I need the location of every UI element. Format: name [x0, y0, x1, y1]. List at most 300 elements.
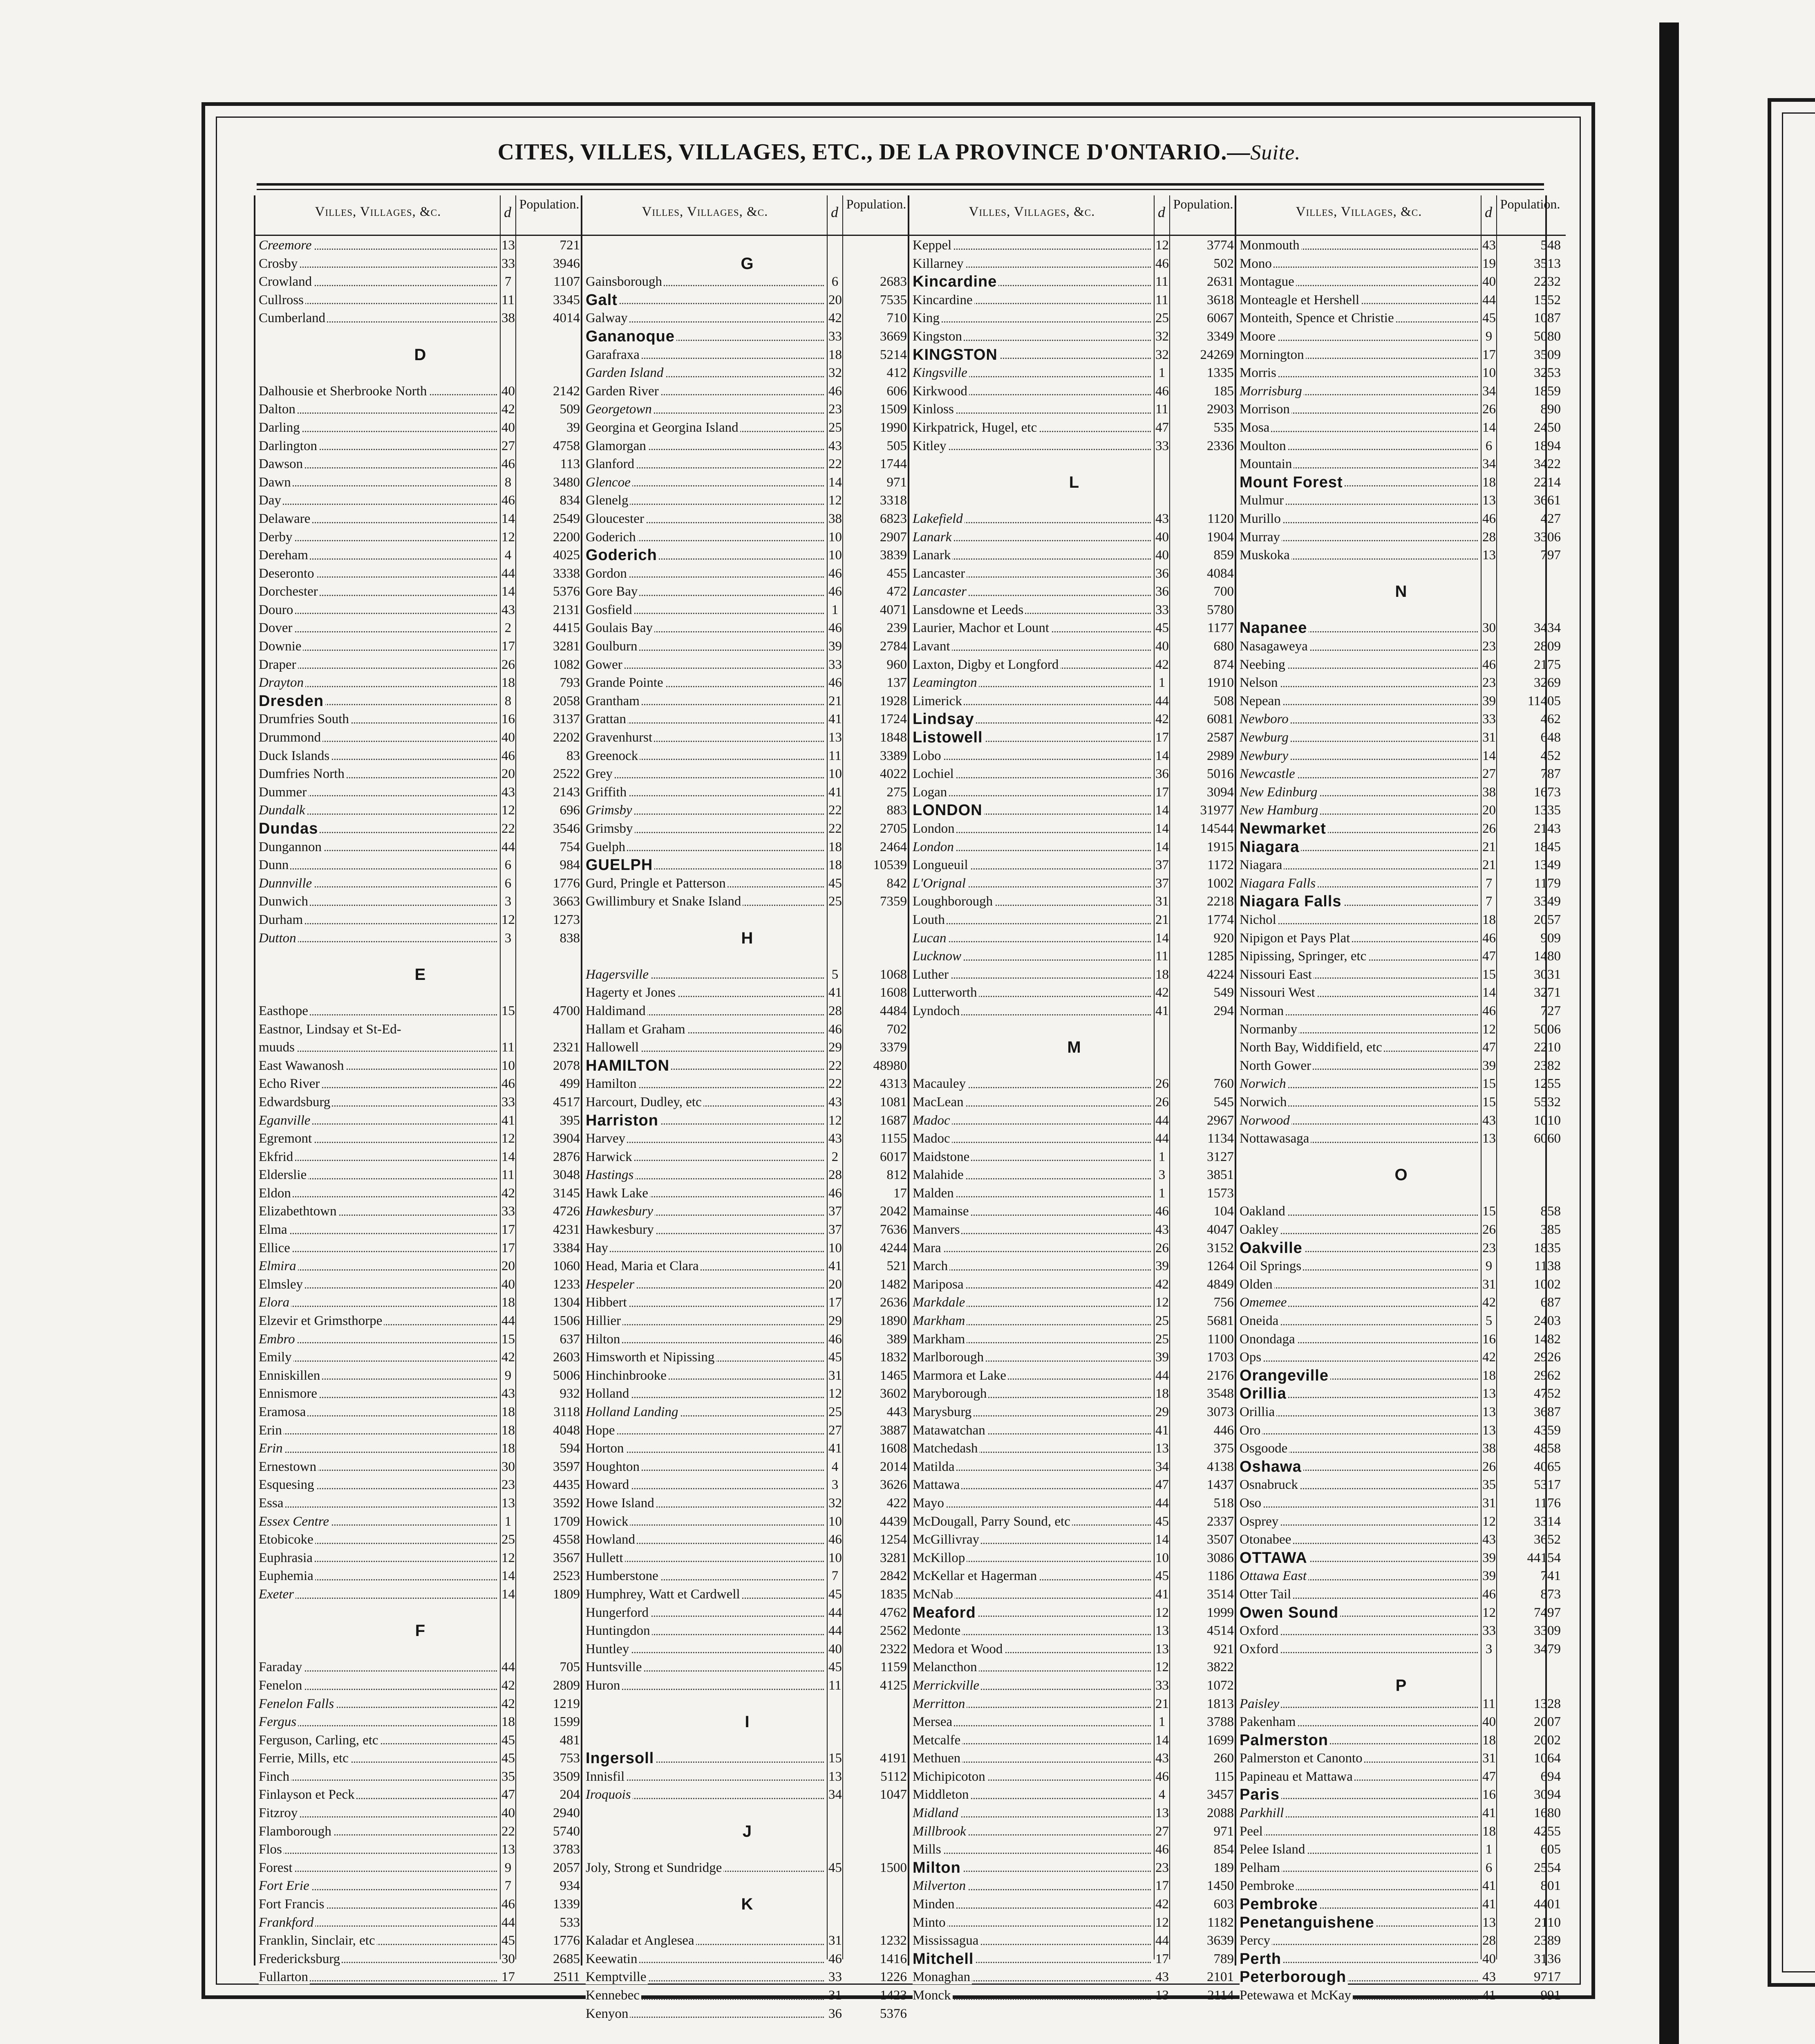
table-row — [1236, 1439, 1566, 1458]
cell-population: 2101 — [1207, 1970, 1234, 1985]
cell-name — [259, 1786, 498, 1804]
cell-district: 46 — [501, 1076, 515, 1091]
cell-population: 1894 — [1534, 438, 1561, 453]
place-name: Ferguson, Carling, etc — [259, 1733, 380, 1748]
table-row — [582, 1184, 912, 1203]
cell-population: 2337 — [1207, 1514, 1234, 1529]
cell-district: 44 — [1155, 1131, 1169, 1146]
table-row — [1236, 783, 1566, 802]
place-name: Ferrie, Mills, etc — [259, 1751, 350, 1766]
cell-district: 44 — [501, 566, 515, 581]
cell-population: 2705 — [880, 821, 907, 836]
place-name: Hay — [586, 1241, 610, 1255]
cell-name — [586, 1439, 825, 1458]
place-name: Darling — [259, 420, 302, 435]
table-row — [582, 674, 912, 692]
place-name: Franklin, Sinclair, etc — [259, 1933, 377, 1948]
cell-name — [913, 820, 1152, 838]
table-row — [582, 1221, 912, 1239]
cell-population: 1328 — [1534, 1696, 1561, 1711]
cell-population: 1182 — [1207, 1915, 1234, 1930]
cell-district: 46 — [828, 1951, 842, 1966]
table-row — [582, 692, 912, 710]
cell-population: 2218 — [1207, 894, 1234, 909]
table-row — [255, 1221, 585, 1239]
cell-district: 45 — [828, 1860, 842, 1875]
place-name: Oxford — [1240, 1623, 1280, 1638]
cell-name — [259, 291, 498, 309]
place-name: Matilda — [913, 1459, 956, 1474]
table-row — [255, 1822, 585, 1841]
table-row — [582, 1749, 912, 1768]
cell-population: 1219 — [553, 1696, 580, 1711]
table-row — [1236, 1622, 1566, 1640]
cell-population: 3661 — [1534, 493, 1561, 508]
place-name: Moore — [1240, 329, 1277, 344]
cell-population: 1450 — [1207, 1878, 1234, 1894]
place-name: Norwich — [1240, 1095, 1288, 1109]
cell-district: 26 — [1155, 1076, 1169, 1091]
cell-population: 2554 — [1534, 1860, 1561, 1875]
place-name: Laxton, Digby et Longford — [913, 657, 1060, 672]
place-name: Guelph — [586, 840, 627, 854]
cell-name — [913, 1968, 1152, 1986]
table-row — [255, 1057, 585, 1075]
place-name: Holland Landing — [586, 1405, 680, 1419]
cell-district: 11 — [1155, 274, 1168, 289]
table-row — [255, 1112, 585, 1130]
cell-district: 15 — [501, 1331, 515, 1347]
place-name: Monaghan — [913, 1970, 972, 1984]
cell-name — [913, 656, 1152, 674]
cell-population: 2962 — [1534, 1368, 1561, 1383]
place-name: Dresden — [259, 693, 325, 710]
cell-name — [1240, 437, 1479, 455]
place-name: Milverton — [913, 1878, 967, 1893]
table-row — [582, 1403, 912, 1421]
cell-district: 17 — [1155, 1878, 1169, 1894]
cell-district: 10 — [828, 1514, 842, 1529]
cell-district: 5 — [1485, 1313, 1493, 1329]
cell-name — [259, 1877, 498, 1895]
table-row — [909, 801, 1239, 820]
cell-population: 1835 — [880, 1587, 907, 1602]
cell-population: 4752 — [1534, 1386, 1561, 1401]
cell-population: 1155 — [880, 1131, 907, 1146]
table-row — [582, 1275, 912, 1294]
place-name: Oshawa — [1240, 1458, 1303, 1475]
cell-district: 17 — [1155, 784, 1169, 800]
cell-district: 12 — [501, 529, 515, 545]
table-row — [582, 1968, 912, 1986]
table-row — [1236, 710, 1566, 728]
cell-population: 260 — [1213, 1751, 1234, 1766]
cell-district: 34 — [1482, 383, 1496, 399]
place-name: Dummer — [259, 785, 308, 800]
header-population: Population. — [846, 197, 906, 211]
cell-district: 22 — [828, 1076, 842, 1091]
cell-name — [259, 1804, 498, 1822]
cell-name — [259, 1658, 498, 1676]
cell-population: 4359 — [1534, 1423, 1561, 1438]
cell-population: 2114 — [1207, 1988, 1234, 2003]
place-name: Garden Island — [586, 365, 665, 380]
cell-name — [1240, 1293, 1479, 1312]
cell-population: 39 — [566, 420, 580, 435]
cell-district: 21 — [828, 693, 842, 708]
cell-population: 721 — [559, 238, 580, 253]
cell-population: 115 — [1214, 1769, 1234, 1784]
table-row — [909, 1476, 1239, 1494]
place-name: Medora et Wood — [913, 1642, 1004, 1656]
cell-name — [1240, 820, 1479, 839]
place-name: Derby — [259, 530, 294, 545]
cell-district: 10 — [828, 766, 842, 782]
table-row — [1236, 1768, 1566, 1786]
place-name: Hawkesbury — [586, 1204, 655, 1219]
cell-name — [586, 1859, 825, 1877]
cell-name — [586, 510, 825, 528]
cell-population: 3602 — [880, 1386, 907, 1401]
cell-district: 33 — [1482, 712, 1496, 727]
table-row — [909, 1932, 1239, 1950]
cell-name — [586, 1986, 825, 2005]
table-row — [909, 1968, 1239, 1986]
table-row — [582, 710, 912, 728]
table-row — [1236, 1075, 1566, 1093]
cell-name — [913, 1549, 1152, 1567]
cell-district: 33 — [501, 1094, 515, 1109]
cell-district: 1 — [1158, 365, 1166, 381]
cell-name — [259, 1676, 498, 1695]
cell-district: 40 — [501, 420, 515, 435]
place-name: Newbury — [1240, 749, 1290, 763]
cell-name — [1240, 929, 1479, 948]
cell-population: 5016 — [1207, 766, 1234, 782]
table-row — [1236, 1695, 1566, 1713]
table-row — [909, 637, 1239, 656]
place-name: Oxford — [1240, 1642, 1280, 1656]
cell-district: 35 — [1482, 1477, 1496, 1493]
place-name: HAMILTON — [586, 1057, 671, 1074]
cell-name — [259, 1275, 498, 1294]
table-row — [582, 291, 912, 309]
table-row — [255, 1676, 585, 1695]
table-row — [255, 1859, 585, 1877]
table-row — [1236, 1494, 1566, 1513]
table-row — [1236, 929, 1566, 948]
place-name: McKellar et Hagerman — [913, 1569, 1038, 1583]
cell-name — [259, 1859, 498, 1877]
place-name: Peterborough — [1240, 1968, 1348, 1986]
cell-name — [586, 1676, 825, 1695]
cell-district: 27 — [828, 1423, 842, 1438]
cell-name — [1240, 1877, 1479, 1895]
cell-population: 2321 — [553, 1040, 580, 1055]
cell-population: 1809 — [553, 1587, 580, 1602]
header-d: d — [1158, 204, 1165, 220]
table-row — [909, 1403, 1239, 1421]
cell-name — [1240, 1932, 1479, 1950]
title-suite: Suite. — [1250, 141, 1301, 164]
table-row — [255, 1075, 585, 1093]
cell-name — [586, 1148, 825, 1166]
cell-population: 509 — [559, 402, 580, 417]
place-name: Eganville — [259, 1113, 312, 1128]
cell-population: 2876 — [553, 1149, 580, 1164]
cell-population: 389 — [886, 1331, 907, 1347]
cell-name — [259, 1093, 498, 1112]
cell-population: 4071 — [880, 602, 907, 617]
section-letter: H — [741, 929, 753, 947]
place-name: Houghton — [586, 1459, 641, 1474]
cell-district: 33 — [501, 1204, 515, 1219]
cell-population: 4138 — [1207, 1459, 1234, 1474]
table-row — [582, 1057, 912, 1075]
cell-population: 1744 — [880, 457, 907, 472]
cell-name — [259, 1914, 498, 1932]
cell-district: 23 — [1155, 1860, 1169, 1875]
cell-name — [586, 364, 825, 382]
place-name: Oakley — [1240, 1222, 1280, 1237]
place-name: Orillia — [1240, 1385, 1288, 1402]
place-name: Duck Islands — [259, 749, 331, 763]
cell-population: 890 — [1540, 402, 1561, 417]
place-name: Mount Forest — [1240, 474, 1345, 491]
cell-population: 727 — [1540, 1003, 1561, 1018]
table-rows — [255, 236, 585, 1986]
cell-name — [259, 1293, 498, 1312]
cell-district: 43 — [1482, 1970, 1496, 1985]
cell-population: 753 — [559, 1751, 580, 1766]
place-name: Elmira — [259, 1259, 298, 1273]
cell-population: 2382 — [1534, 1058, 1561, 1073]
cell-name — [259, 728, 498, 747]
cell-population: 2562 — [880, 1623, 907, 1638]
place-name: Merritton — [913, 1697, 967, 1711]
table-row — [909, 1877, 1239, 1895]
cell-name — [913, 601, 1152, 619]
table-row — [1236, 1221, 1566, 1239]
cell-population: 44154 — [1527, 1550, 1561, 1565]
cell-population: 1304 — [553, 1295, 580, 1310]
cell-population: 3031 — [1534, 967, 1561, 982]
place-name: Michipicoton — [913, 1769, 987, 1784]
table-row — [909, 947, 1239, 966]
place-name: Fort Francis — [259, 1897, 326, 1912]
cell-district: 30 — [1482, 621, 1496, 636]
cell-name — [259, 1202, 498, 1221]
cell-district: 32 — [828, 365, 842, 381]
place-name: Gordon — [586, 566, 629, 581]
table-row — [582, 1293, 912, 1312]
cell-population: 3379 — [880, 1040, 907, 1055]
cell-population: 1226 — [880, 1970, 907, 1985]
cell-district: 40 — [1155, 639, 1169, 654]
spacer-row — [1236, 1148, 1566, 1166]
cell-population: 505 — [886, 438, 907, 453]
table-row — [909, 1676, 1239, 1695]
place-name: Galt — [586, 291, 619, 309]
place-name: Humberstone — [586, 1569, 660, 1583]
table-row — [255, 747, 585, 765]
place-name: Louth — [913, 912, 947, 927]
table-row — [255, 1658, 585, 1676]
cell-name — [259, 419, 498, 437]
cell-district: 44 — [501, 1313, 515, 1329]
cell-population: 2940 — [553, 1806, 580, 1821]
place-name: Matawatchan — [913, 1423, 987, 1438]
cell-population: 239 — [886, 621, 907, 636]
table-row — [909, 273, 1239, 291]
spacer-row — [909, 1057, 1239, 1075]
cell-population: 2007 — [1534, 1715, 1561, 1730]
cell-district: 46 — [828, 1022, 842, 1037]
cell-district: 46 — [828, 1331, 842, 1347]
cell-population: 2336 — [1207, 438, 1234, 453]
cell-population: 2078 — [553, 1058, 580, 1073]
spacer-row — [1236, 601, 1566, 619]
cell-district: 41 — [828, 1441, 842, 1456]
cell-population: 3626 — [880, 1477, 907, 1493]
cell-name — [586, 1768, 825, 1786]
cell-name — [259, 1166, 498, 1184]
cell-population: 1087 — [1534, 311, 1561, 326]
cell-name — [586, 1950, 825, 1968]
cell-district: 38 — [501, 311, 515, 326]
table-row — [909, 546, 1239, 565]
cell-population: 1416 — [880, 1951, 907, 1966]
table-row — [909, 1148, 1239, 1166]
table-row — [255, 1002, 585, 1020]
table-row — [909, 1293, 1239, 1312]
cell-district: 41 — [828, 712, 842, 727]
cell-name — [259, 1768, 498, 1786]
place-name: Fenelon — [259, 1678, 304, 1693]
cell-population: 481 — [559, 1732, 580, 1748]
table-row — [255, 619, 585, 637]
cell-district: 14 — [1482, 985, 1496, 1000]
table-row — [255, 656, 585, 674]
table-row — [1236, 1877, 1566, 1895]
cell-district: 2 — [504, 621, 512, 636]
cell-name — [1240, 1531, 1479, 1549]
table-row — [582, 1458, 912, 1476]
cell-population: 2907 — [880, 529, 907, 545]
cell-population: 2685 — [553, 1951, 580, 1966]
cell-population: 1552 — [1534, 292, 1561, 307]
place-name: Kingston — [913, 329, 964, 344]
cell-population: 859 — [1213, 548, 1234, 563]
cell-population: 756 — [1213, 1295, 1234, 1310]
place-name: Madoc — [913, 1113, 952, 1128]
table-row — [1236, 1476, 1566, 1494]
cell-district: 14 — [1155, 821, 1169, 836]
place-name: Malahide — [913, 1168, 965, 1182]
table-row — [909, 510, 1239, 528]
table-row — [255, 874, 585, 893]
place-name: Lancaster — [913, 584, 968, 599]
cell-name — [1240, 491, 1479, 510]
table-row — [582, 1658, 912, 1676]
place-name: Forest — [259, 1860, 294, 1875]
cell-population: 3271 — [1534, 985, 1561, 1000]
cell-population: 4244 — [880, 1240, 907, 1255]
spacer-row — [909, 491, 1239, 510]
cell-district: 21 — [1155, 1696, 1169, 1711]
place-name: Howick — [586, 1514, 630, 1529]
table-row — [255, 1804, 585, 1822]
cell-name — [259, 1494, 498, 1513]
section-letter: L — [1069, 473, 1079, 491]
cell-name — [1240, 656, 1479, 674]
table-row — [1236, 419, 1566, 437]
cell-name — [913, 911, 1152, 929]
cell-district: 40 — [1482, 274, 1496, 289]
cell-population: 2784 — [880, 639, 907, 654]
place-name: Middleton — [913, 1787, 971, 1802]
table-row — [582, 528, 912, 547]
cell-district: 40 — [1155, 548, 1169, 563]
table-row — [582, 1567, 912, 1585]
section-letter: O — [1394, 1166, 1408, 1184]
place-name: Humphrey, Watt et Cardwell — [586, 1587, 742, 1602]
table-row — [255, 637, 585, 656]
cell-population: 4700 — [553, 1003, 580, 1018]
place-name: Hawk Lake — [586, 1186, 650, 1201]
cell-name — [259, 1968, 498, 1986]
table-row — [909, 1458, 1239, 1476]
cell-population: 741 — [1540, 1569, 1561, 1584]
cell-name — [586, 546, 825, 565]
cell-population: 3887 — [880, 1423, 907, 1438]
cell-population: 1002 — [1207, 876, 1234, 891]
cell-district: 9 — [504, 1368, 512, 1383]
cell-population: 2232 — [1534, 274, 1561, 289]
place-name: Laurier, Machor et Lount — [913, 621, 1051, 635]
place-name: Monteith, Spence et Christie — [1240, 311, 1396, 325]
cell-name — [586, 1293, 825, 1312]
table-row — [909, 583, 1239, 601]
spacer-row — [582, 1914, 912, 1932]
place-name: Grimsby — [586, 821, 635, 836]
place-name: Grey — [586, 766, 614, 781]
spacer-row — [255, 1640, 585, 1659]
cell-population: 2202 — [553, 730, 580, 745]
cell-population: 2511 — [553, 1970, 580, 1985]
cell-district: 23 — [501, 1477, 515, 1493]
cell-population: 3086 — [1207, 1550, 1234, 1565]
place-name: Georgina et Georgina Island — [586, 420, 740, 435]
cell-district: 46 — [828, 584, 842, 599]
cell-population: 605 — [1540, 1842, 1561, 1857]
cell-district: 4 — [1158, 1787, 1166, 1802]
place-name: Dawn — [259, 475, 293, 490]
cell-population: 5740 — [553, 1824, 580, 1839]
cell-district: 37 — [828, 1204, 842, 1219]
cell-name — [259, 546, 498, 565]
table-row — [1236, 1822, 1566, 1841]
cell-district: 14 — [1155, 1732, 1169, 1748]
cell-name — [913, 710, 1152, 729]
cell-name — [586, 1093, 825, 1112]
cell-population: 1172 — [1207, 858, 1234, 873]
place-name: Morris — [1240, 365, 1278, 380]
cell-district: 44 — [1155, 693, 1169, 708]
cell-district: 46 — [828, 1532, 842, 1547]
table-row — [1236, 892, 1566, 911]
place-name: Edwardsburg — [259, 1095, 332, 1109]
